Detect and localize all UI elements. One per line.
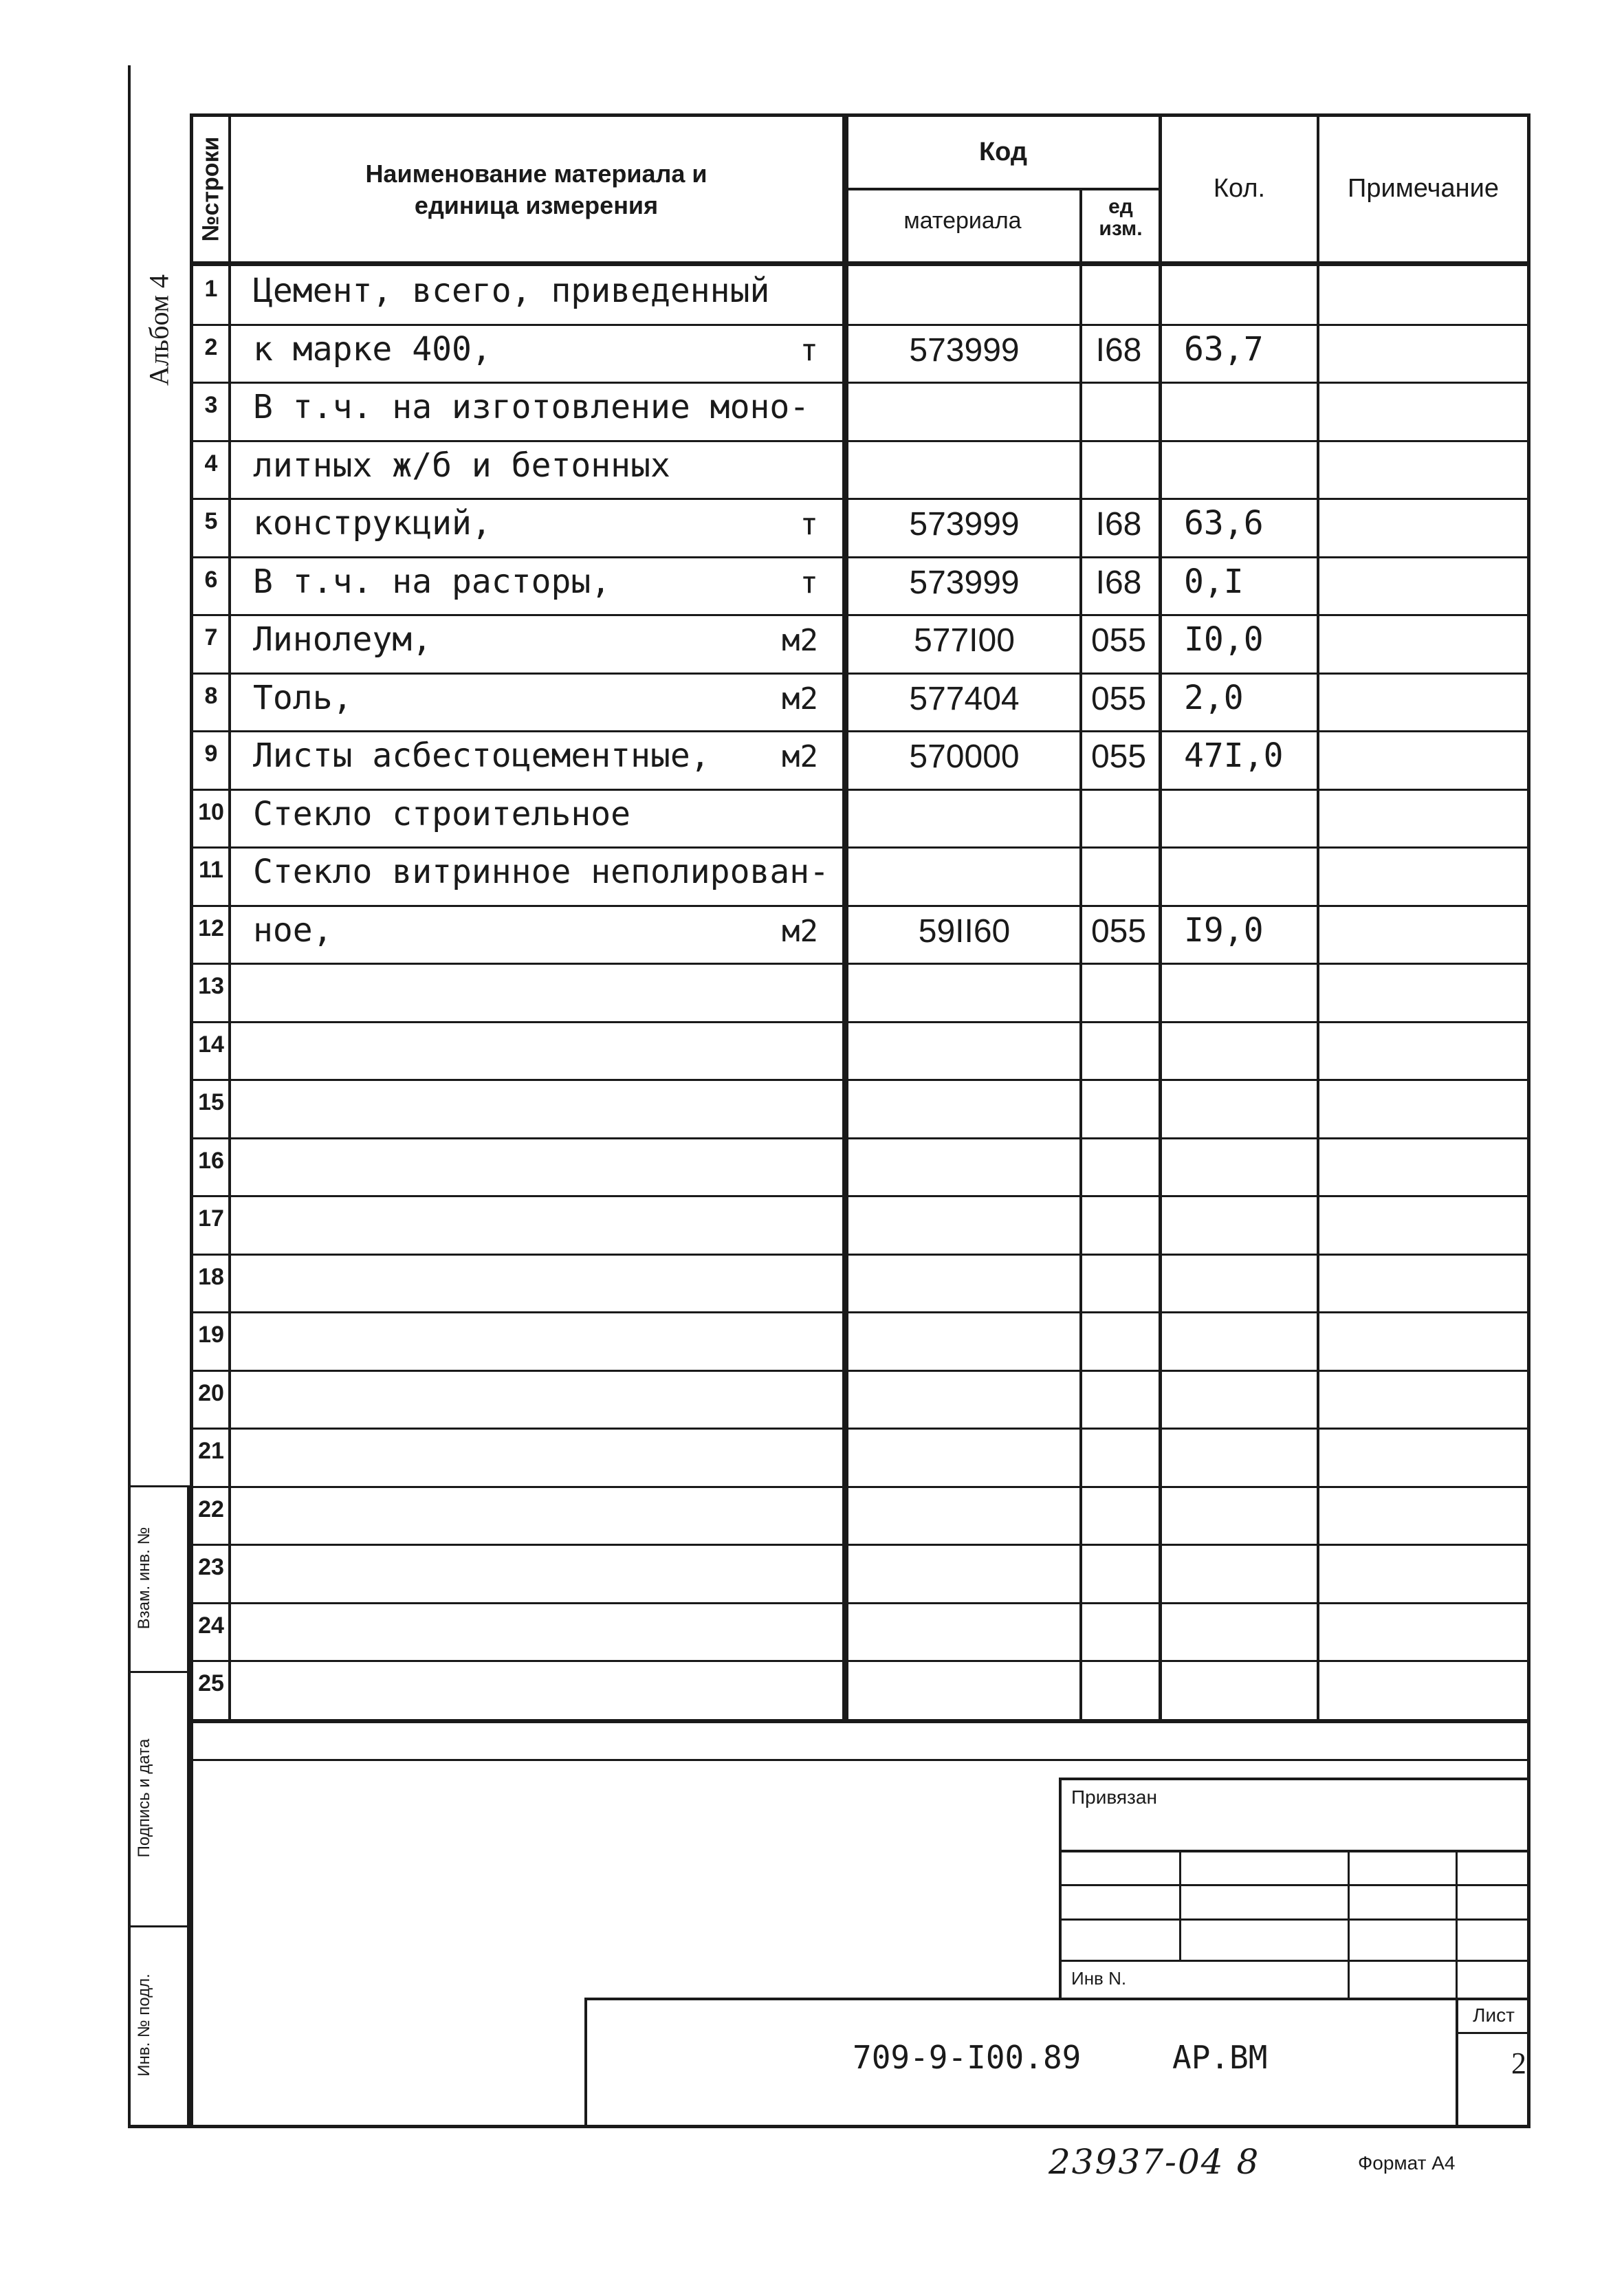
material-name: ное, (253, 910, 333, 950)
table-row (0, 1370, 1624, 1429)
header-code-divider (846, 188, 1161, 190)
stamp-top (1059, 1778, 1530, 1780)
material-name: Стекло витринное неполирован- (253, 853, 830, 892)
material-unit: т (800, 565, 818, 600)
material-name: Стекло строительное (253, 794, 631, 833)
table-row (0, 1544, 1624, 1603)
table-row (0, 615, 1624, 673)
header-qty: Кол. (1213, 174, 1266, 203)
material-name: В т.ч. на расторы, (253, 562, 611, 601)
doc-suffix: АР.ВМ (1172, 2039, 1268, 2076)
table-row (0, 1312, 1624, 1370)
material-unit: м2 (782, 623, 818, 659)
material-name: конструкций, (253, 504, 492, 543)
stamp-row-3 (1059, 1918, 1530, 1921)
material-name: к марке 400, (253, 329, 492, 369)
header-name: Наименование материала и единица измерения (365, 160, 707, 219)
material-name: Листы асбестоцементные, (253, 736, 710, 776)
table-row (0, 673, 1624, 732)
row-number: 1 (204, 276, 218, 302)
row-number: 5 (204, 508, 218, 535)
material-code: 573999 (909, 506, 1020, 543)
material-name: Линолеум, (253, 620, 432, 659)
material-unit: м2 (782, 739, 818, 775)
unit-code: 055 (1090, 622, 1147, 659)
table-bottom-line (190, 1719, 1530, 1723)
table-row (0, 1661, 1624, 1719)
stamp-left (1059, 1778, 1062, 1998)
table-row (0, 266, 1624, 325)
album-label-text: Альбом 4 (143, 274, 175, 386)
frame-top (190, 113, 1530, 117)
table-row (0, 1428, 1624, 1487)
row-number: 22 (198, 1496, 224, 1522)
table-row (0, 1022, 1624, 1080)
table-row (0, 847, 1624, 906)
row-number: 25 (198, 1670, 224, 1697)
stamp-col-3 (1456, 1850, 1458, 1998)
row-number: 3 (204, 392, 218, 419)
frame-bottom (128, 2125, 1530, 2128)
unit-code: 055 (1090, 739, 1147, 776)
table-row (0, 499, 1624, 557)
table-row (0, 382, 1624, 441)
quantity: I0,0 (1184, 620, 1264, 659)
row-number: 15 (198, 1089, 224, 1116)
material-code: 573999 (909, 564, 1020, 601)
side-label-sign: Подпись и дата (135, 1738, 153, 1858)
row-number: 9 (204, 741, 218, 767)
row-number: 7 (204, 624, 218, 651)
table-row (0, 441, 1624, 499)
row-number: 12 (198, 915, 224, 941)
row-number: 21 (198, 1438, 224, 1465)
row-number: 16 (198, 1147, 224, 1174)
stamp-row-1 (1059, 1850, 1530, 1852)
header-bottom (190, 261, 1530, 266)
unit-code: 055 (1090, 680, 1147, 717)
quantity: 63,7 (1184, 329, 1264, 369)
title-line-1 (190, 1759, 1530, 1761)
material-code: 59II60 (918, 912, 1011, 950)
table-row (0, 1603, 1624, 1661)
unit-code: I68 (1095, 506, 1142, 543)
table-row (0, 1138, 1624, 1196)
header-note: Примечание (1348, 174, 1499, 203)
row-number: 10 (198, 798, 224, 825)
quantity: 2,0 (1184, 678, 1244, 717)
table-row (0, 1254, 1624, 1313)
title-block-sheet-div (1456, 1998, 1458, 2128)
handwritten-number: 23937-04 8 (1049, 2142, 1260, 2182)
quantity: 63,6 (1184, 504, 1264, 543)
format-label: Формат А4 (1358, 2152, 1456, 2174)
row-number: 13 (198, 973, 224, 1000)
stamp-col-2 (1348, 1850, 1350, 1998)
sheet-label: Лист (1473, 2004, 1515, 2026)
table-row (0, 789, 1624, 848)
table-row (0, 557, 1624, 615)
unit-code: I68 (1095, 331, 1142, 369)
material-name: Цемент, всего, приведенный (253, 272, 770, 310)
header-code-material: материала (903, 208, 1022, 234)
stamp-linked: Привязан (1071, 1786, 1157, 1808)
side-label-replace: Взам. инв. № (135, 1527, 153, 1630)
quantity: 47I,0 (1184, 736, 1284, 776)
title-block-left (584, 1998, 587, 2128)
sheet-number: 2 (1511, 2046, 1526, 2080)
material-code: 577I00 (914, 622, 1015, 659)
row-number: 11 (199, 857, 223, 884)
material-name: В т.ч. на изготовление моно- (253, 388, 810, 427)
table-row (0, 731, 1624, 789)
material-code: 570000 (909, 739, 1020, 776)
material-name: литных ж/б и бетонных (253, 446, 670, 485)
material-code: 573999 (909, 331, 1020, 369)
unit-code: 055 (1090, 912, 1147, 950)
header-rowno: №строки (197, 136, 224, 241)
table-row (0, 906, 1624, 964)
stamp-row-2 (1059, 1884, 1530, 1886)
material-unit: т (800, 332, 818, 368)
quantity: I9,0 (1184, 910, 1264, 950)
table-row (0, 1196, 1624, 1254)
row-number: 14 (198, 1031, 224, 1058)
material-name: Толь, (253, 678, 353, 717)
table-row (0, 1487, 1624, 1545)
stamp-row-4 (1059, 1960, 1530, 1962)
material-unit: м2 (782, 913, 818, 949)
header-code: Код (978, 138, 1028, 166)
row-number: 6 (204, 566, 218, 593)
row-number: 2 (204, 334, 218, 360)
doc-code: 709-9-I00.89 (853, 2039, 1082, 2076)
material-code: 577404 (909, 680, 1020, 717)
row-number: 8 (204, 682, 218, 709)
table-row (0, 1080, 1624, 1138)
row-number: 4 (204, 450, 218, 477)
header-code-unit: ед изм. (1099, 195, 1143, 240)
side-label-inv: Инв. № подл. (135, 1974, 153, 2077)
header-rowno-cell (194, 118, 228, 259)
row-number: 24 (198, 1612, 224, 1639)
title-block-sheet-hdr (1456, 2032, 1530, 2034)
stamp-col-1 (1179, 1850, 1181, 1960)
unit-code: I68 (1095, 564, 1142, 601)
row-number: 18 (198, 1263, 224, 1290)
side-strip-divider-3 (128, 1925, 190, 1927)
stamp-inv-no: Инв N. (1071, 1968, 1127, 1989)
row-number: 19 (198, 1322, 224, 1348)
title-block-top (584, 1998, 1530, 2000)
material-unit: т (800, 507, 818, 543)
row-number: 23 (198, 1554, 224, 1581)
table-row (0, 325, 1624, 383)
table-row (0, 963, 1624, 1022)
quantity: 0,I (1184, 562, 1244, 601)
material-unit: м2 (782, 681, 818, 717)
row-number: 17 (198, 1205, 224, 1232)
row-number: 20 (198, 1379, 224, 1406)
